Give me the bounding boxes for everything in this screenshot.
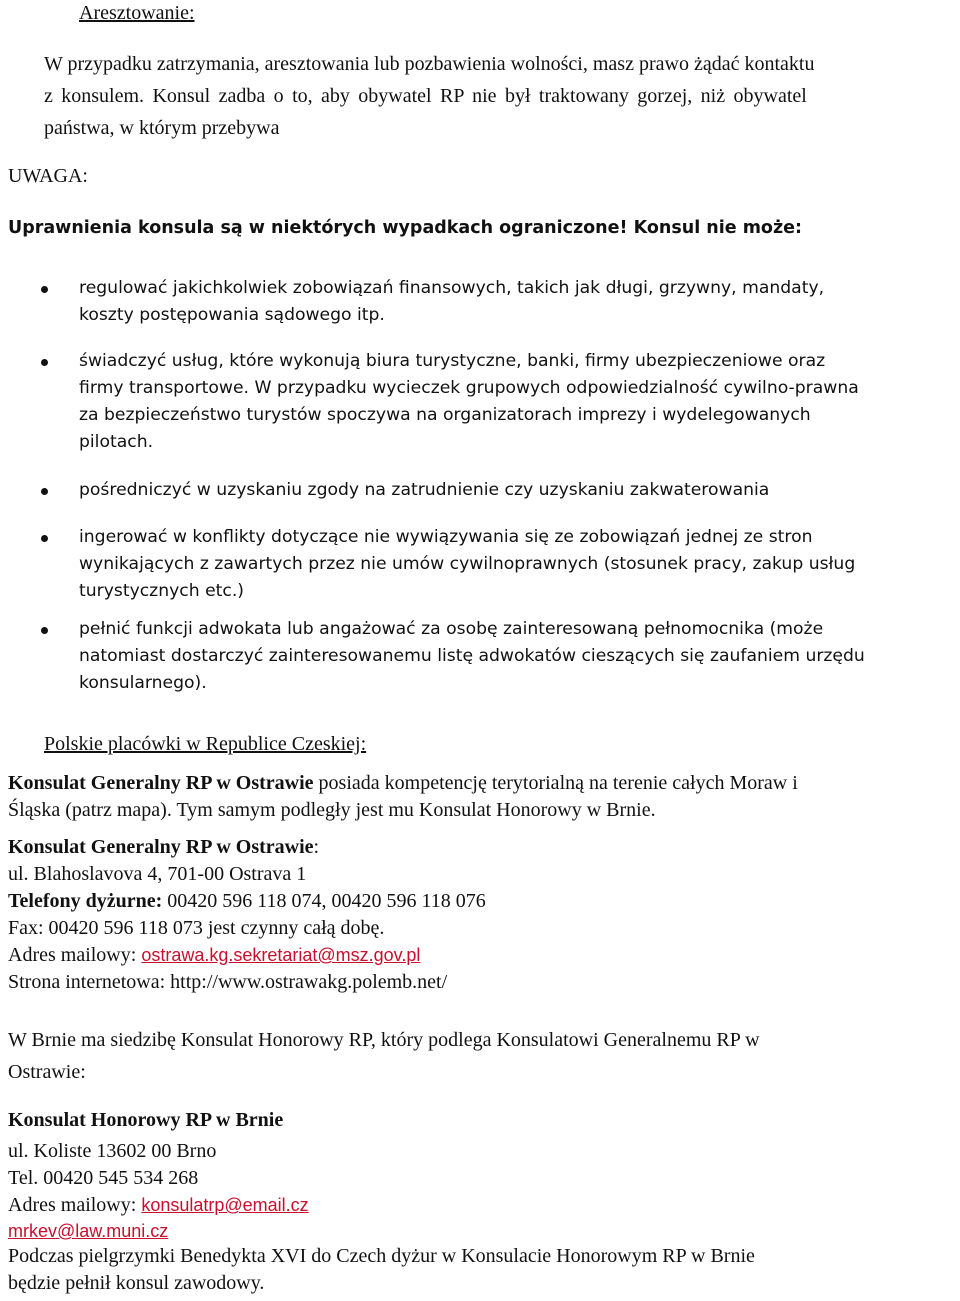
list-item-line: ingerować w konflikty dotyczące nie wywiązywania się ze zobowiązań jednej ze stron (79, 527, 813, 547)
list-item (79, 524, 855, 605)
arrest-line: W przypadku zatrzymania, aresztowania lub pozbawienia wolności, masz prawo żądać kontaktu (44, 53, 815, 75)
posts-intro-line2: Śląska (patrz mapa). Tym samym podległy jest mu Konsulat Honorowy w Brnie. (8, 799, 656, 821)
ostrava-phones: 00420 596 118 074, 00420 596 118 076 (162, 890, 486, 912)
brno-block (8, 1107, 755, 1297)
bullet-icon (41, 286, 48, 293)
posts-heading: Polskie placówki w Republice Czeskiej: (44, 733, 367, 755)
list-item-line: regulować jakichkolwiek zobowiązań finansowych, takich jak długi, grzywny, mandaty, (79, 278, 825, 298)
bullet-icon (41, 627, 48, 634)
ostrava-address: ul. Blahoslavova 4, 701-00 Ostrava 1 (8, 863, 307, 885)
ostrava-phones-label: Telefony dyżurne: (8, 890, 163, 912)
brno-email-label: Adres mailowy: (8, 1194, 142, 1216)
brno-email2-link[interactable]: mrkev@law.muni.cz (8, 1221, 169, 1241)
list-item-line: wynikających z zawartych przez nie umów cywilnoprawnych (stosunek pracy, zakup usług (79, 554, 856, 574)
brno-address: ul. Koliste 13602 00 Brno (8, 1140, 217, 1162)
list-item-line: pośredniczyć w uzyskaniu zgody na zatrudnienie czy uzyskaniu zakwaterowania (79, 480, 770, 500)
arrest-heading: Aresztowanie: (79, 2, 195, 24)
arrest-paragraph (44, 48, 960, 144)
arrest-line: państwa, w którym przebywa (44, 117, 280, 139)
brno-email-link[interactable]: konsulatrp@email.cz (141, 1195, 309, 1215)
posts-intro-rest: posiada kompetencję terytorialną na terenie całych Moraw i (313, 772, 798, 794)
brno-name: Konsulat Honorowy RP w Brnie (8, 1109, 284, 1131)
bullet-icon (41, 488, 48, 495)
warning-sentence: Uprawnienia konsula są w niektórych wypadkach ograniczone! Konsul nie może: (8, 218, 803, 238)
brno-phone: Tel. 00420 545 534 268 (8, 1167, 199, 1189)
ostrava-email-label: Adres mailowy: (8, 944, 142, 966)
posts-intro-bold: Konsulat Generalny RP w Ostrawie (8, 772, 314, 794)
list-item-line: świadczyć usług, które wykonują biura turystyczne, banki, firmy ubezpieczeniowe oraz (79, 351, 826, 371)
bullet-icon (41, 535, 48, 542)
ostrava-fax: Fax: 00420 596 118 073 jest czynny całą dobę. (8, 917, 385, 939)
warning-label: UWAGA: (8, 165, 88, 187)
list-item (79, 616, 865, 697)
brno-note: Podczas pielgrzymki Benedykta XVI do Czech dyżur w Konsulacie Honorowym RP w Brnie (8, 1245, 755, 1267)
ostrava-name-suffix: : (313, 836, 320, 858)
list-item (79, 348, 859, 456)
list-item-line: firmy transportowe. W przypadku wycieczek grupowych odpowiedzialność cywilno-prawna (79, 378, 859, 398)
arrest-line: z konsulem. Konsul zadba o to, aby obywatel RP nie był traktowany gorzej, niż obywatel (44, 85, 807, 107)
brno-intro (8, 1024, 760, 1088)
list-item-line: koszty postępowania sądowego itp. (79, 305, 385, 325)
list-item-line: natomiast dostarczyć zainteresowanemu listę adwokatów cieszących się zaufaniem urzędu (79, 646, 865, 666)
posts-intro (8, 770, 798, 824)
list-item-line: konsularnego). (79, 673, 207, 693)
ostrava-name: Konsulat Generalny RP w Ostrawie (8, 836, 314, 858)
list-item-line: za bezpieczeństwo turystów spoczywa na organizatorach imprezy i wydelegowanych (79, 405, 811, 425)
ostrava-email-link[interactable]: ostrawa.kg.sekretariat@msz.gov.pl (141, 945, 421, 965)
list-item (79, 275, 824, 329)
list-item-line: turystycznych etc.) (79, 581, 245, 601)
ostrava-website: Strona internetowa: http://www.ostrawakg.polemb.net/ (8, 971, 448, 993)
bullet-icon (41, 359, 48, 366)
ostrava-block (8, 834, 486, 996)
list-item-line: pilotach. (79, 432, 154, 452)
list-item-line: pełnić funkcji adwokata lub angażować za osobę zainteresowaną pełnomocnika (może (79, 619, 824, 639)
brno-note: będzie pełnił konsul zawodowy. (8, 1272, 265, 1294)
list-item (79, 477, 769, 504)
brno-intro-line: Ostrawie: (8, 1061, 86, 1083)
brno-intro-line: W Brnie ma siedzibę Konsulat Honorowy RP, który podlega Konsulatowi Generalnemu RP w (8, 1029, 760, 1051)
